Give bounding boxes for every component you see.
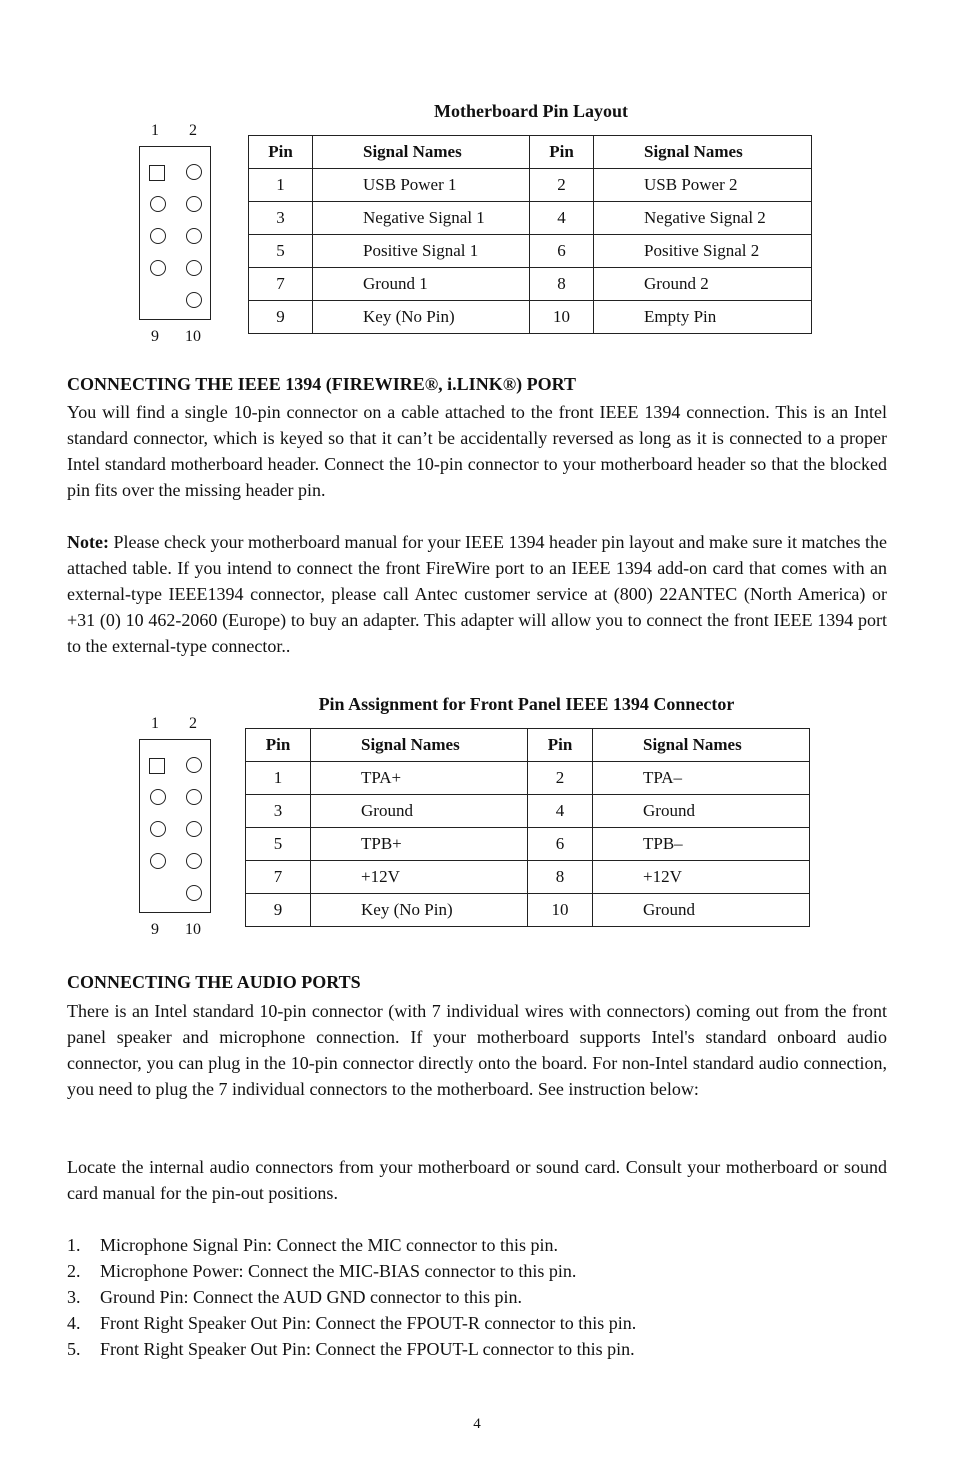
header1-pin-7 — [150, 260, 166, 276]
table-cell: TPA– — [593, 762, 810, 795]
table-cell: 5 — [246, 828, 311, 861]
table-row — [249, 235, 812, 268]
table-cell: USB Power 1 — [313, 169, 530, 202]
table-cell: 2 — [530, 169, 594, 202]
table-row — [249, 169, 812, 202]
table-cell: TPA+ — [311, 762, 528, 795]
header1-pin-diagram — [139, 146, 211, 320]
table-cell: TPB+ — [311, 828, 528, 861]
header2-label-pin2: 2 — [189, 715, 197, 732]
list-item — [67, 1232, 887, 1258]
table-cell: TPB– — [593, 828, 810, 861]
table-cell: 9 — [246, 894, 311, 927]
section-title-audio: CONNECTING THE AUDIO PORTS — [67, 972, 361, 992]
header2-pin-7 — [150, 853, 166, 869]
table2-pin-assignment — [245, 728, 810, 927]
table-cell: 5 — [249, 235, 313, 268]
table1-col-pin: Pin — [249, 136, 313, 169]
table-cell: 10 — [528, 894, 593, 927]
table-row — [249, 268, 812, 301]
header1-pin-6 — [186, 228, 202, 244]
list-item — [67, 1336, 887, 1362]
table2-header-row — [246, 729, 810, 762]
table-cell: 7 — [249, 268, 313, 301]
table-row — [246, 795, 810, 828]
paragraph-audio-locate: Locate the internal audio connectors from your motherboard or sound card. Consult your motherboard or sound card manual for the pin-out positions. — [67, 1157, 887, 1203]
table1-col-signal: Signal Names — [313, 136, 530, 169]
table1-col-pin-2: Pin — [530, 136, 594, 169]
table-cell: 7 — [246, 861, 311, 894]
table-cell: +12V — [593, 861, 810, 894]
header2-label-pin1: 1 — [151, 715, 159, 732]
header1-pin-4 — [186, 196, 202, 212]
table-cell: 3 — [246, 795, 311, 828]
table2-title: Pin Assignment for Front Panel IEEE 1394 Connector — [318, 694, 735, 714]
list-item — [67, 1258, 887, 1284]
audio-steps-list — [67, 1232, 887, 1362]
table-cell: 6 — [528, 828, 593, 861]
table2-col-pin: Pin — [246, 729, 311, 762]
paragraph-audio-intro: There is an Intel standard 10-pin connector (with 7 individual wires with connectors) coming out from the front panel speaker and microphone connection. If your motherboard supports Intel's standard onboard audio connector, you can plug in the 10-pin connector directly onto the board. For non-Intel standard audio connection, you need to plug the 7 individual connectors to the motherboard. See instruction below: — [67, 1001, 887, 1099]
header1-label-pin9: 9 — [151, 328, 159, 345]
page-number: 4 — [473, 1416, 481, 1432]
list-item — [67, 1310, 887, 1336]
table-cell: Negative Signal 1 — [313, 202, 530, 235]
table-cell: Empty Pin — [594, 301, 812, 334]
header2-pin-10 — [186, 885, 202, 901]
table-row — [246, 861, 810, 894]
header2-pin-2 — [186, 757, 202, 773]
table-cell: 9 — [249, 301, 313, 334]
header2-pin-4 — [186, 789, 202, 805]
table-row — [246, 894, 810, 927]
header1-pin-2 — [186, 164, 202, 180]
list-item-number: 4. — [67, 1313, 81, 1333]
table-cell: 10 — [530, 301, 594, 334]
header1-pin-10 — [186, 292, 202, 308]
paragraph-ieee1394-note — [67, 529, 887, 659]
header1-label-pin2: 2 — [189, 122, 197, 139]
paragraph-ieee1394-intro: You will find a single 10-pin connector on a cable attached to the front IEEE 1394 connection. This is an Intel standard connector, which is keyed so that it can’t be accidentally reversed as long as it is connected to a proper Intel standard motherboard header. Connect the 10-pin connector to your motherboard header so that the blocked pin fits over the missing header pin. — [67, 402, 887, 500]
list-item-text: Ground Pin: Connect the AUD GND connector to this pin. — [100, 1287, 522, 1307]
table1-title: Motherboard Pin Layout — [433, 101, 628, 121]
table-cell: 6 — [530, 235, 594, 268]
header2-pin-8 — [186, 853, 202, 869]
table-cell: +12V — [311, 861, 528, 894]
header1-pin-5 — [150, 228, 166, 244]
header2-label-pin10: 10 — [185, 921, 201, 938]
table-cell: 1 — [249, 169, 313, 202]
header1-label-pin1: 1 — [151, 122, 159, 139]
header1-pin-3 — [150, 196, 166, 212]
table-cell: 2 — [528, 762, 593, 795]
list-item-number: 3. — [67, 1287, 81, 1307]
table-cell: Key (No Pin) — [311, 894, 528, 927]
header2-pin-1-square — [149, 758, 165, 774]
table1-col-signal-2: Signal Names — [594, 136, 812, 169]
table-cell: 1 — [246, 762, 311, 795]
table-row — [246, 762, 810, 795]
header2-pin-diagram — [139, 739, 211, 913]
table-cell: 8 — [528, 861, 593, 894]
table-row — [246, 828, 810, 861]
header1-pin-1-square — [149, 165, 165, 181]
table-cell: Positive Signal 1 — [313, 235, 530, 268]
list-item — [67, 1284, 887, 1310]
list-item-text: Microphone Power: Connect the MIC-BIAS connector to this pin. — [100, 1261, 577, 1281]
table-cell: 4 — [528, 795, 593, 828]
table-cell: Positive Signal 2 — [594, 235, 812, 268]
table-cell: Negative Signal 2 — [594, 202, 812, 235]
list-item-text: Front Right Speaker Out Pin: Connect the FPOUT-L connector to this pin. — [100, 1339, 635, 1359]
table-cell: Ground — [593, 894, 810, 927]
table1-header-row — [249, 136, 812, 169]
header2-label-pin9: 9 — [151, 921, 159, 938]
header1-pin-8 — [186, 260, 202, 276]
list-item-number: 2. — [67, 1261, 81, 1281]
table-cell: Ground 1 — [313, 268, 530, 301]
list-item-number: 1. — [67, 1235, 81, 1255]
table-cell: Key (No Pin) — [313, 301, 530, 334]
table-cell: 8 — [530, 268, 594, 301]
table-cell: 3 — [249, 202, 313, 235]
note-text: Please check your motherboard manual for your IEEE 1394 header pin layout and make sure it matches the attached table. If you intend to connect the front FireWire port to an IEEE 1394 add-on card that comes with an external-type IEEE1394 connector, please call Antec customer service at (800) 22ANTEC (North America) or +31 (0) 10 462-2060 (Europe) to buy an adapter. This adapter will allow you to connect the front IEEE 1394 port to the external-type connector.. — [67, 532, 887, 656]
list-item-number: 5. — [67, 1339, 81, 1359]
table2-col-signal: Signal Names — [311, 729, 528, 762]
table-cell: 4 — [530, 202, 594, 235]
table-row — [249, 202, 812, 235]
table-cell: Ground — [593, 795, 810, 828]
table-row — [249, 301, 812, 334]
list-item-text: Microphone Signal Pin: Connect the MIC connector to this pin. — [100, 1235, 558, 1255]
header2-pin-6 — [186, 821, 202, 837]
list-item-text: Front Right Speaker Out Pin: Connect the FPOUT-R connector to this pin. — [100, 1313, 637, 1333]
note-label: Note: — [67, 532, 109, 552]
table-cell: USB Power 2 — [594, 169, 812, 202]
header1-label-pin10: 10 — [185, 328, 201, 345]
header2-pin-5 — [150, 821, 166, 837]
table-cell: Ground 2 — [594, 268, 812, 301]
header2-pin-3 — [150, 789, 166, 805]
section-title-ieee1394: CONNECTING THE IEEE 1394 (FIREWIRE®, i.LINK®) PORT — [67, 374, 577, 394]
table1-pin-layout — [248, 135, 812, 334]
table2-col-signal-2: Signal Names — [593, 729, 810, 762]
table2-col-pin-2: Pin — [528, 729, 593, 762]
table-cell: Ground — [311, 795, 528, 828]
